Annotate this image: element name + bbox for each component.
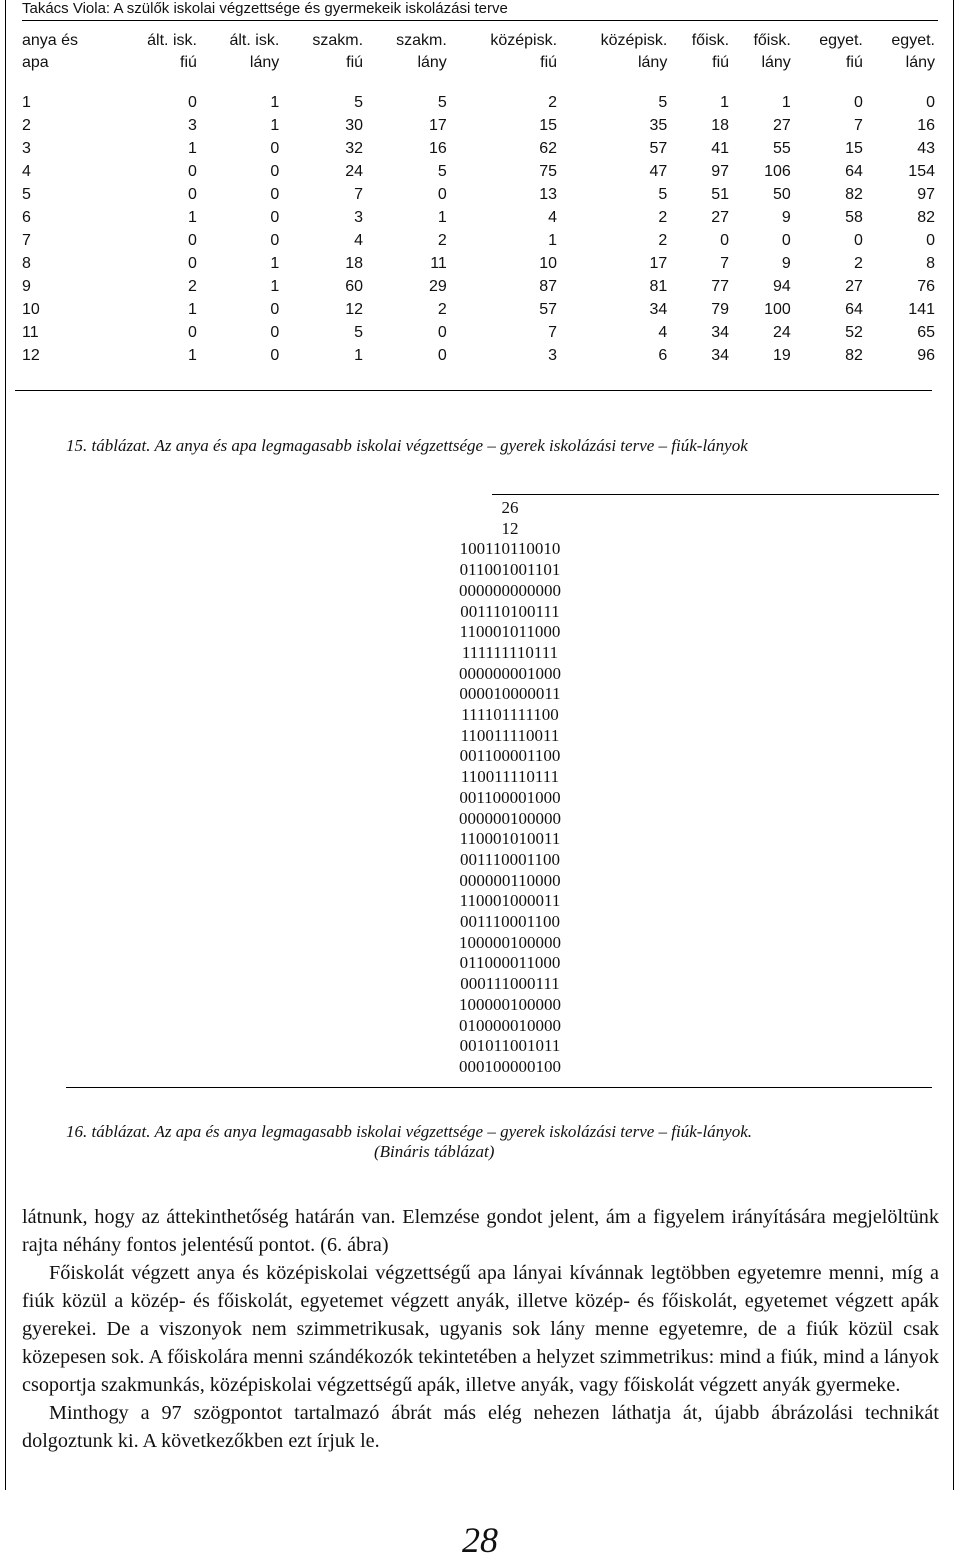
binary-line: 001110001100 bbox=[459, 912, 561, 932]
table-cell: 7 bbox=[548, 324, 558, 341]
table-cell: 24 bbox=[345, 163, 364, 180]
table-cell: 1 bbox=[720, 94, 730, 111]
column-header-line-1: egyet. bbox=[819, 32, 863, 49]
table-cell: 7 bbox=[853, 117, 863, 134]
table-cell: 5 bbox=[437, 94, 447, 111]
column-header bbox=[667, 30, 729, 74]
column-header-line-1: középisk. bbox=[490, 32, 558, 49]
table-16-caption-sub: (Bináris táblázat) bbox=[374, 1142, 495, 1161]
table-cell: 1 bbox=[270, 278, 280, 295]
column-header-line-2: lány bbox=[761, 54, 791, 71]
table-cell: 18 bbox=[711, 117, 730, 134]
binary-line: 111111110111 bbox=[461, 642, 559, 662]
table-cell: 3 bbox=[188, 117, 197, 134]
table-cell: 41 bbox=[711, 140, 730, 157]
table-cell: 2 bbox=[658, 232, 668, 249]
table-row bbox=[22, 183, 935, 206]
binary-line: 100000100000 bbox=[459, 932, 561, 952]
table-cell: 94 bbox=[773, 278, 791, 295]
table-16-top-rule bbox=[492, 494, 939, 495]
binary-line: 000000110000 bbox=[459, 870, 561, 890]
table-cell: 154 bbox=[908, 163, 935, 180]
column-header bbox=[279, 30, 363, 74]
column-header-line-1: anya és bbox=[22, 32, 79, 49]
binary-line: 110001011000 bbox=[459, 622, 561, 642]
table-cell: 47 bbox=[649, 163, 668, 180]
table-cell: 87 bbox=[539, 278, 558, 295]
table-cell: 17 bbox=[429, 117, 447, 134]
table-cell: 82 bbox=[917, 209, 935, 226]
table-row bbox=[22, 275, 935, 298]
paragraph-1: látnunk, hogy az áttekinthetőség határán van. Elemzése gondot jelent, ám a figyelem irányítására megjelöltünk rajta néhány fontos jelentésű pontot. (6. ábra) bbox=[22, 1206, 939, 1256]
table-row bbox=[22, 160, 935, 183]
row-label-cell: 9 bbox=[22, 278, 31, 295]
table-cell: 2 bbox=[658, 209, 668, 226]
table-cell: 82 bbox=[845, 186, 863, 203]
page-number: 28 bbox=[462, 1520, 498, 1560]
table-row bbox=[22, 298, 935, 321]
table-cell: 27 bbox=[845, 278, 863, 295]
body-text bbox=[22, 1203, 939, 1455]
table-row bbox=[22, 206, 935, 229]
table-row bbox=[22, 229, 935, 252]
table-16-caption bbox=[66, 1122, 932, 1162]
binary-line: 010000010000 bbox=[459, 1015, 561, 1035]
table-cell: 64 bbox=[845, 163, 863, 180]
table-cell: 16 bbox=[917, 117, 935, 134]
column-header-line-2: apa bbox=[22, 54, 49, 71]
table-cell: 0 bbox=[270, 140, 280, 157]
table-cell: 106 bbox=[764, 163, 791, 180]
table-cell: 58 bbox=[845, 209, 863, 226]
binary-line: 001100001100 bbox=[459, 746, 561, 766]
binary-line: 100110110010 bbox=[459, 539, 561, 559]
column-header-line-2: lány bbox=[249, 54, 280, 71]
table-cell: 1 bbox=[270, 94, 280, 111]
binary-line: 26 bbox=[501, 498, 519, 517]
table-cell: 0 bbox=[781, 232, 791, 249]
table-cell: 0 bbox=[437, 186, 447, 203]
table-cell: 4 bbox=[354, 232, 364, 249]
binary-line: 001011001011 bbox=[459, 1036, 561, 1056]
binary-line: 100000100000 bbox=[459, 994, 561, 1014]
page-frame-left bbox=[5, 0, 6, 1490]
table-cell: 2 bbox=[437, 301, 447, 318]
table-cell: 3 bbox=[548, 347, 558, 364]
table-cell: 43 bbox=[917, 140, 935, 157]
table-cell: 0 bbox=[270, 232, 280, 249]
table-cell: 15 bbox=[845, 140, 863, 157]
row-label-cell: 1 bbox=[22, 94, 31, 111]
binary-line: 000111000111 bbox=[460, 974, 560, 994]
table-cell: 0 bbox=[188, 324, 197, 341]
table-cell: 57 bbox=[539, 301, 558, 318]
column-header-line-2: fiú bbox=[845, 54, 863, 71]
row-label-cell: 10 bbox=[22, 301, 40, 318]
table-cell: 0 bbox=[270, 347, 280, 364]
table-cell: 52 bbox=[845, 324, 863, 341]
table-cell: 9 bbox=[781, 209, 791, 226]
binary-line: 001110001100 bbox=[459, 849, 561, 869]
table-cell: 60 bbox=[345, 278, 364, 295]
column-header-line-2: lány bbox=[637, 54, 668, 71]
table-row bbox=[22, 91, 935, 114]
table-cell: 11 bbox=[430, 255, 447, 272]
table-cell: 50 bbox=[773, 186, 791, 203]
table-cell: 0 bbox=[270, 209, 280, 226]
column-header-line-1: ált. isk. bbox=[147, 32, 197, 49]
column-header-line-2: lány bbox=[417, 54, 447, 71]
table-cell: 3 bbox=[354, 209, 364, 226]
spacer-cell bbox=[22, 74, 935, 91]
table-cell: 1 bbox=[188, 347, 197, 364]
column-header-line-2: fiú bbox=[346, 54, 364, 71]
binary-line: 110001000011 bbox=[459, 891, 561, 911]
column-header-line-2: fiú bbox=[180, 54, 197, 71]
column-header bbox=[791, 30, 863, 74]
table-15 bbox=[22, 30, 935, 367]
table-cell: 2 bbox=[437, 232, 447, 249]
table-spacer-row bbox=[22, 74, 935, 91]
binary-line: 000010000011 bbox=[459, 684, 561, 704]
row-label-cell: 4 bbox=[22, 163, 31, 180]
column-header-line-2: fiú bbox=[712, 54, 730, 71]
column-header bbox=[557, 30, 667, 74]
column-header-line-2: fiú bbox=[540, 54, 558, 71]
table-cell: 34 bbox=[711, 324, 730, 341]
column-header-line-1: egyet. bbox=[891, 32, 935, 49]
row-label-cell: 8 bbox=[22, 255, 31, 272]
table-cell: 62 bbox=[539, 140, 558, 157]
binary-line: 000000001000 bbox=[459, 663, 561, 683]
table-cell: 5 bbox=[658, 186, 668, 203]
table-row bbox=[22, 114, 935, 137]
table-cell: 17 bbox=[649, 255, 668, 272]
table-cell: 32 bbox=[345, 140, 364, 157]
table-cell: 15 bbox=[539, 117, 558, 134]
binary-line: 110001010011 bbox=[459, 829, 561, 849]
table-cell: 16 bbox=[429, 140, 447, 157]
table-cell: 5 bbox=[437, 163, 447, 180]
table-cell: 2 bbox=[188, 278, 197, 295]
binary-line: 000000000000 bbox=[459, 580, 561, 600]
column-header bbox=[729, 30, 791, 74]
table-cell: 8 bbox=[926, 255, 935, 272]
column-header bbox=[863, 30, 935, 74]
binary-line: 011000011000 bbox=[459, 953, 561, 973]
table-cell: 0 bbox=[926, 232, 935, 249]
table-cell: 19 bbox=[773, 347, 791, 364]
table-row bbox=[22, 344, 935, 367]
column-header bbox=[197, 30, 279, 74]
table-cell: 97 bbox=[711, 163, 730, 180]
row-label-cell: 6 bbox=[22, 209, 31, 226]
table-cell: 1 bbox=[437, 209, 447, 226]
table-cell: 2 bbox=[853, 255, 863, 272]
table-cell: 4 bbox=[548, 209, 558, 226]
table-cell: 2 bbox=[548, 94, 558, 111]
table-cell: 10 bbox=[539, 255, 558, 272]
table-cell: 0 bbox=[188, 232, 197, 249]
binary-line: 12 bbox=[501, 518, 519, 538]
table-cell: 1 bbox=[270, 255, 280, 272]
table-cell: 0 bbox=[270, 324, 280, 341]
table-cell: 0 bbox=[270, 301, 280, 318]
table-cell: 1 bbox=[188, 301, 197, 318]
table-cell: 35 bbox=[649, 117, 668, 134]
table-cell: 1 bbox=[188, 140, 197, 157]
table-cell: 0 bbox=[720, 232, 730, 249]
table-cell: 0 bbox=[188, 163, 197, 180]
binary-line: 111101111100 bbox=[461, 705, 559, 725]
table-cell: 1 bbox=[270, 117, 280, 134]
table-cell: 34 bbox=[649, 301, 668, 318]
table-cell: 29 bbox=[429, 278, 447, 295]
table-cell: 0 bbox=[437, 347, 447, 364]
table-cell: 96 bbox=[917, 347, 935, 364]
binary-table bbox=[360, 498, 660, 1078]
table-cell: 79 bbox=[711, 301, 730, 318]
table-cell: 57 bbox=[649, 140, 668, 157]
column-header-line-1: főisk. bbox=[753, 32, 791, 49]
table-cell: 0 bbox=[437, 324, 447, 341]
table-cell: 0 bbox=[188, 94, 197, 111]
table-cell: 51 bbox=[711, 186, 730, 203]
table-cell: 82 bbox=[845, 347, 863, 364]
table-cell: 0 bbox=[853, 232, 863, 249]
row-label-cell: 12 bbox=[22, 347, 40, 364]
table-cell: 65 bbox=[917, 324, 935, 341]
table-cell: 81 bbox=[649, 278, 668, 295]
table-16-bottom-rule bbox=[66, 1087, 932, 1088]
binary-line: 000000100000 bbox=[459, 808, 561, 828]
column-header-line-2: lány bbox=[905, 54, 935, 71]
table-cell: 100 bbox=[764, 301, 791, 318]
table-cell: 1 bbox=[354, 347, 364, 364]
table-row bbox=[22, 252, 935, 275]
binary-line: 110011110011 bbox=[460, 725, 560, 745]
table-15-caption: 15. táblázat. Az anya és apa legmagasabb iskolai végzettsége – gyerek iskolázási terve – fiúk-lányok bbox=[66, 436, 748, 455]
paragraph-3: Minthogy a 97 szögpontot tartalmazó ábrát más elég nehezen láthatja át, újabb ábrázolási technikát dolgoztunk ki. A következőkben ezt írjuk le. bbox=[22, 1402, 939, 1452]
table-cell: 1 bbox=[548, 232, 558, 249]
table-15-body bbox=[22, 74, 935, 367]
binary-line: 110011110111 bbox=[460, 767, 560, 787]
running-header: Takács Viola: A szülők iskolai végzettsége és gyermekeik iskolázási terve bbox=[22, 0, 938, 21]
table-cell: 75 bbox=[539, 163, 558, 180]
binary-line: 001110100111 bbox=[460, 601, 560, 621]
table-cell: 24 bbox=[773, 324, 791, 341]
table-row bbox=[22, 321, 935, 344]
table-cell: 7 bbox=[720, 255, 730, 272]
binary-line: 001100001000 bbox=[459, 787, 561, 807]
table-cell: 12 bbox=[345, 301, 364, 318]
table-cell: 27 bbox=[711, 209, 730, 226]
table-15-header bbox=[22, 30, 935, 74]
binary-line: 011001001101 bbox=[459, 560, 561, 580]
table-row bbox=[22, 137, 935, 160]
table-cell: 6 bbox=[658, 347, 668, 364]
table-15-bottom-rule bbox=[15, 390, 932, 391]
column-header-line-1: ált. isk. bbox=[229, 32, 280, 49]
table-cell: 13 bbox=[539, 186, 558, 203]
table-cell: 1 bbox=[188, 209, 197, 226]
table-cell: 0 bbox=[188, 255, 197, 272]
table-cell: 55 bbox=[773, 140, 791, 157]
table-cell: 5 bbox=[658, 94, 668, 111]
table-cell: 9 bbox=[781, 255, 791, 272]
table-cell: 76 bbox=[917, 278, 935, 295]
column-header bbox=[447, 30, 557, 74]
row-label-cell: 3 bbox=[22, 140, 31, 157]
column-header-line-1: főisk. bbox=[691, 32, 730, 49]
row-label-cell: 2 bbox=[22, 117, 31, 134]
table-cell: 97 bbox=[917, 186, 935, 203]
row-label-cell: 5 bbox=[22, 186, 31, 203]
table-header-row bbox=[22, 30, 935, 74]
table-cell: 4 bbox=[658, 324, 668, 341]
column-header bbox=[115, 30, 197, 74]
table-cell: 1 bbox=[781, 94, 791, 111]
table-cell: 141 bbox=[908, 301, 935, 318]
column-header bbox=[22, 30, 115, 74]
table-cell: 77 bbox=[711, 278, 730, 295]
table-cell: 5 bbox=[354, 324, 364, 341]
column-header-line-1: szakm. bbox=[396, 32, 447, 49]
column-header bbox=[363, 30, 447, 74]
table-cell: 0 bbox=[270, 163, 280, 180]
table-cell: 18 bbox=[345, 255, 364, 272]
table-cell: 0 bbox=[926, 94, 935, 111]
table-cell: 5 bbox=[354, 94, 364, 111]
table-cell: 64 bbox=[845, 301, 863, 318]
page-frame-right bbox=[953, 0, 954, 1490]
table-16-caption-main: 16. táblázat. Az apa és anya legmagasabb iskolai végzettsége – gyerek iskolázási terve – fiúk-lányok. bbox=[66, 1122, 753, 1141]
table-cell: 0 bbox=[270, 186, 280, 203]
row-label-cell: 7 bbox=[22, 232, 31, 249]
table-cell: 27 bbox=[773, 117, 791, 134]
column-header-line-1: középisk. bbox=[600, 32, 668, 49]
paragraph-2: Főiskolát végzett anya és középiskolai végzettségű apa lányai kívánnak legtöbben egyetemre menni, míg a fiúk közül a közép- és főiskolát, egyetemet végzett anyák, illetve közép- és főiskolát, egyetemet végzett apák gyerekei. De a viszonyok nem szimmetrikusak, ugyanis sok lány menne egyetemre, de a fiúk közül csak közepesen sok. A főiskolára menni szándékozók tekintetében a helyzet szimmetrikus: mind a fiúk, mind a lányok csoportja szakmunkás, középiskolai végzettségű apák, illetve anyák, vagy főiskolát végzett anyák gyermeke. bbox=[22, 1262, 939, 1396]
row-label-cell: 11 bbox=[22, 324, 39, 341]
table-cell: 34 bbox=[711, 347, 730, 364]
table-cell: 0 bbox=[188, 186, 197, 203]
table-cell: 0 bbox=[853, 94, 863, 111]
binary-line: 000100000100 bbox=[459, 1056, 561, 1076]
table-cell: 30 bbox=[345, 117, 364, 134]
column-header-line-1: szakm. bbox=[312, 32, 364, 49]
table-cell: 7 bbox=[354, 186, 364, 203]
